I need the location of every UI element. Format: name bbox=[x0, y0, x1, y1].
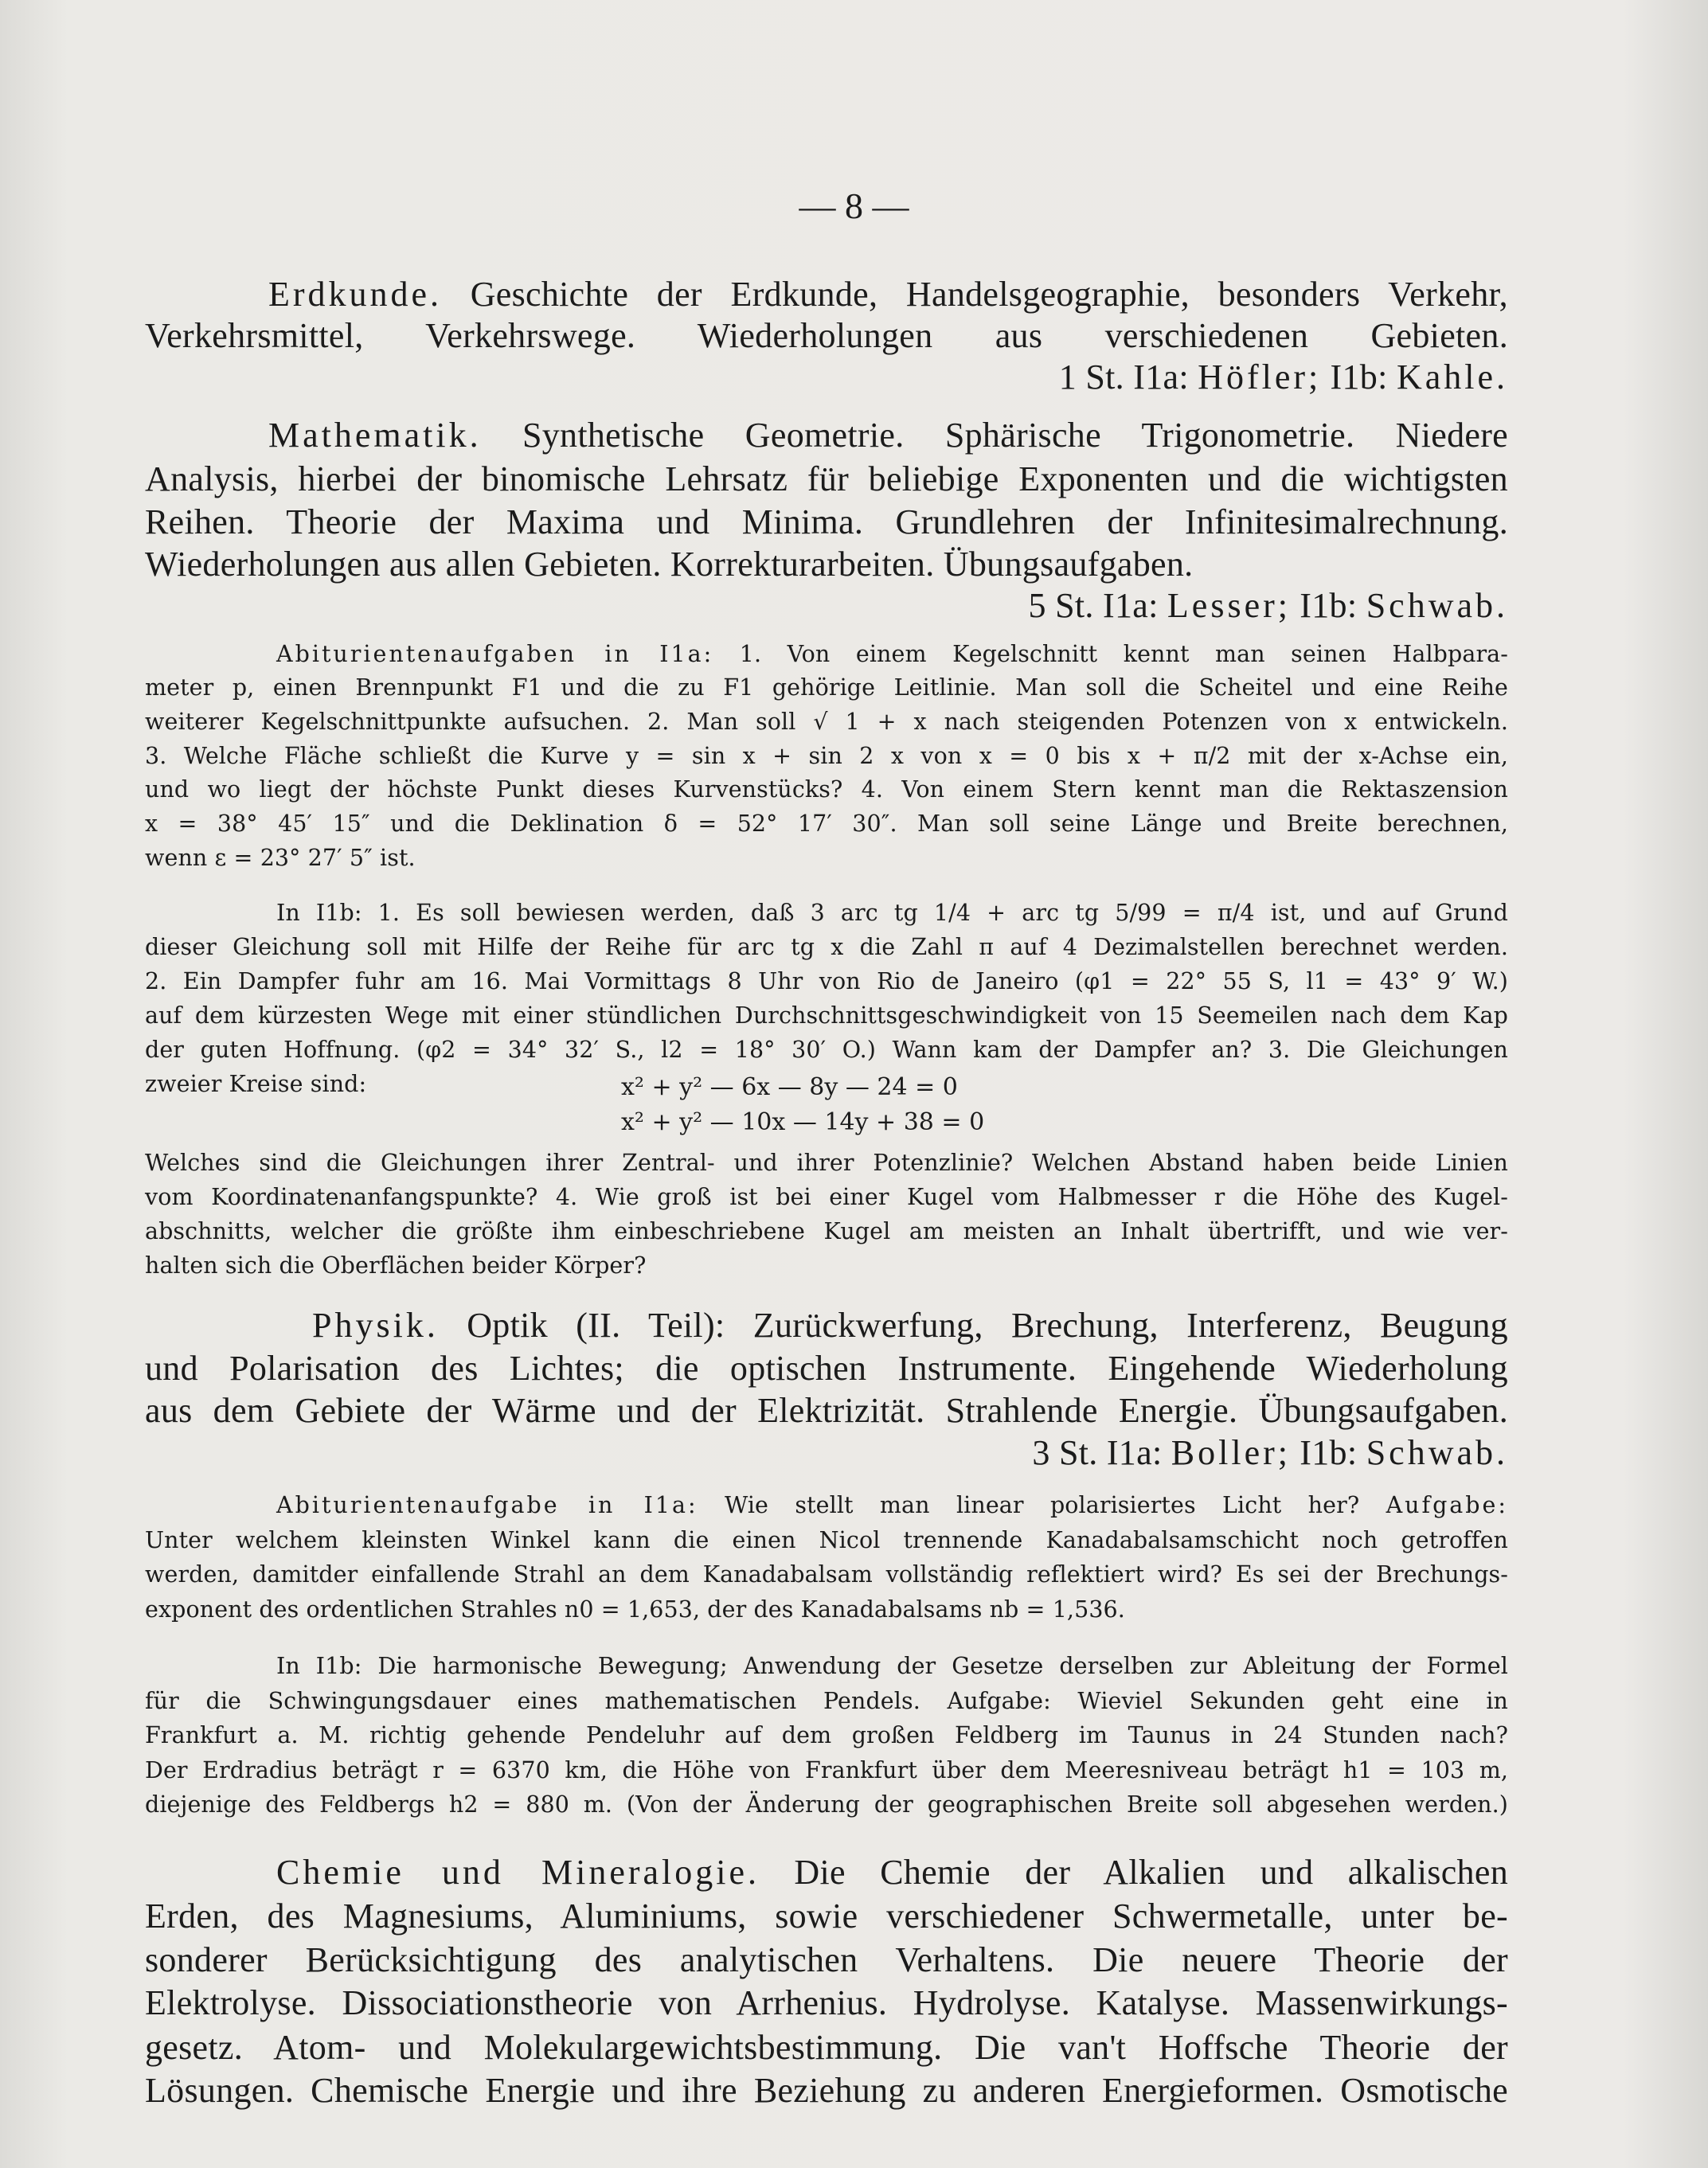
phys-abitur-a-heading: Abiturientenaufgabe in I1a: bbox=[276, 1492, 698, 1518]
math-abitur-b-line-5: der guten Hoffnung. (φ2 = 34° 32′ S., l2 = 18° 30′ O.) Wann kam der Dampfer an? 3. Die Gleichungen bbox=[145, 1037, 1508, 1063]
equation-circle-2: x² + y² — 10x — 14y + 38 = 0 bbox=[621, 1108, 985, 1136]
chemie-line-3: sonderer Berücksichtigung des analytischen Verhaltens. Die neuere Theorie der bbox=[145, 1940, 1508, 1979]
chemie-line-4: Elektrolyse. Dissociationstheorie von Arrhenius. Hydrolyse. Katalyse. Massenwirkungs- bbox=[145, 1983, 1508, 2022]
erdkunde-hours: 1 St. I1a: Höfler; I1b: Kahle. bbox=[1058, 357, 1508, 396]
math-abitur-a-line-5: und wo liegt der höchste Punkt dieses Kurvenstücks? 4. Von einem Stern kennt man die Rektaszension bbox=[145, 776, 1508, 803]
mathematik-line-4: Wiederholungen aus allen Gebieten. Korrekturarbeiten. Übungsaufgaben. bbox=[145, 545, 1194, 584]
mathematik-line-1: Mathematik. Synthetische Geometrie. Sphärische Trigonometrie. Niedere bbox=[268, 416, 1508, 455]
math-abitur-a-line-3: weiterer Kegelschnittpunkte aufsuchen. 2. Man soll √ 1 + x nach steigenden Potenzen von x entwickeln. bbox=[145, 709, 1508, 735]
chemie-line-5: gesetz. Atom- und Molekulargewichtsbestimmung. Die van't Hoffsche Theorie der bbox=[145, 2028, 1508, 2067]
math-abitur-b-line-10: halten sich die Oberflächen beider Körper? bbox=[145, 1252, 647, 1279]
mathematik-line-2: Analysis, hierbei der binomische Lehrsatz für beliebige Exponenten und die wichtigsten bbox=[145, 459, 1508, 498]
teacher-kahle: Kahle. bbox=[1396, 357, 1508, 396]
math-abitur-a-line-4: 3. Welche Fläche schließt die Kurve y = sin x + sin 2 x von x = 0 bis x + π/2 mit der x-Achse ein, bbox=[145, 743, 1508, 769]
mathematik-hours: 5 St. I1a: Lesser; I1b: Schwab. bbox=[1028, 586, 1508, 625]
physik-line-2: und Polarisation des Lichtes; die optischen Instrumente. Eingehende Wiederholung bbox=[145, 1349, 1508, 1388]
math-abitur-b-line-4: auf dem kürzesten Wege mit einer stündlichen Durchschnittsgeschwindigkeit von 15 Seemeilen nach dem Kap bbox=[145, 1002, 1508, 1029]
phys-abitur-b-line-5: diejenige des Feldbergs h2 = 880 m. (Von der Änderung der geographischen Breite soll abgesehen werden.) bbox=[145, 1791, 1508, 1818]
physik-line-3: aus dem Gebiete der Wärme und der Elektrizität. Strahlende Energie. Übungsaufgaben. bbox=[145, 1391, 1508, 1430]
phys-abitur-b-line-4: Der Erdradius beträgt r = 6370 km, die Höhe von Frankfurt über dem Meeresniveau beträgt h1 = 103 m, bbox=[145, 1757, 1508, 1783]
page-number: — 8 — bbox=[799, 186, 909, 226]
math-abitur-a-line-1: Abiturientenaufgaben in I1a: 1. Von einem Kegelschnitt kennt man seinen Halbpara- bbox=[276, 641, 1508, 667]
phys-abitur-a-line-3: werden, damitder einfallende Strahl an dem Kanadabalsam vollständig reflektiert wird? Es sei der Brechungs- bbox=[145, 1561, 1508, 1588]
chemie-line-6: Lösungen. Chemische Energie und ihre Beziehung zu anderen Energieformen. Osmotische bbox=[145, 2071, 1508, 2110]
math-abitur-b-line-3: 2. Ein Dampfer fuhr am 16. Mai Vormittags 8 Uhr von Rio de Janeiro (φ1 = 22° 55 S, l1 = 43° 9′ W.) bbox=[145, 968, 1508, 994]
math-abitur-b-line-8: vom Koordinatenanfangspunkte? 4. Wie groß ist bei einer Kugel vom Halbmesser r die Höhe des Kugel- bbox=[145, 1184, 1508, 1210]
math-abitur-b-line-1: In I1b: 1. Es soll bewiesen werden, daß 3 arc tg 1/4 + arc tg 5/99 = π/4 ist, und auf Grund bbox=[276, 900, 1508, 926]
phys-abitur-b-line-1: In I1b: Die harmonische Bewegung; Anwendung der Gesetze derselben zur Ableitung der Formel bbox=[276, 1653, 1508, 1679]
math-abitur-a-line-2: meter p, einen Brennpunkt F1 und die zu F1 gehörige Leitlinie. Man soll die Scheitel und eine Reihe bbox=[145, 674, 1508, 701]
math-abitur-a-line-6: x = 38° 45′ 15″ und die Deklination δ = 52° 17′ 30″. Man soll seine Länge und Breite berechnen, bbox=[145, 811, 1508, 837]
phys-abitur-b-line-2: für die Schwingungsdauer eines mathematischen Pendels. Aufgabe: Wieviel Sekunden geht eine in bbox=[145, 1688, 1508, 1714]
math-abitur-a-line-7: wenn ε = 23° 27′ 5″ ist. bbox=[145, 845, 416, 871]
mathematik-line-3: Reihen. Theorie der Maxima und Minima. Grundlehren der Infinitesimalrechnung. bbox=[145, 502, 1508, 541]
phys-abitur-a-line-4: exponent des ordentlichen Strahles n0 = 1,653, der des Kanadabalsams nb = 1,536. bbox=[145, 1596, 1125, 1623]
equation-circle-1: x² + y² — 6x — 8y — 24 = 0 bbox=[621, 1073, 958, 1101]
math-abitur-b-line-9: abschnitts, welcher die größte ihm einbeschriebene Kugel am meisten an Inhalt übertrifft, und wie ver- bbox=[145, 1218, 1508, 1244]
teacher-hoefler: Höfler; bbox=[1198, 357, 1322, 396]
physik-line-1: Physik. Optik (II. Teil): Zurückwerfung, Brechung, Interferenz, Beugung bbox=[312, 1306, 1508, 1345]
teacher-lesser: Lesser; bbox=[1167, 586, 1291, 625]
erdkunde-line-1 bbox=[145, 277, 1508, 312]
math-abitur-a-heading: Abiturientenaufgaben in I1a: bbox=[276, 641, 714, 667]
teacher-boller: Boller; bbox=[1171, 1433, 1291, 1472]
phys-abitur-b-line-3: Frankfurt a. M. richtig gehende Pendeluhr auf dem großen Feldberg im Taunus in 24 Stunden nach? bbox=[145, 1722, 1508, 1748]
math-abitur-b-line-2: dieser Gleichung soll mit Hilfe der Reihe für arc tg x die Zahl π auf 4 Dezimalstellen berechnet werden. bbox=[145, 934, 1508, 960]
physik-title: Physik. bbox=[312, 1306, 439, 1345]
teacher-schwab-physik: Schwab. bbox=[1366, 1433, 1508, 1472]
chemie-line-2: Erden, des Magnesiums, Aluminiums, sowie verschiedener Schwermetalle, unter be- bbox=[145, 1897, 1508, 1936]
math-abitur-b-line-7: Welches sind die Gleichungen ihrer Zentral- und ihrer Potenzlinie? Welchen Abstand haben beide Linien bbox=[145, 1150, 1508, 1176]
erdkunde-title: Erdkunde. bbox=[268, 275, 443, 314]
erdkunde-text-1: Geschichte der Erdkunde, Handelsgeographie, besonders Verkehr, bbox=[470, 275, 1508, 314]
chemie-line-1: Chemie und Mineralogie. Die Chemie der Alkalien und alkalischen bbox=[276, 1853, 1508, 1892]
physik-hours: 3 St. I1a: Boller; I1b: Schwab. bbox=[1032, 1433, 1508, 1472]
math-abitur-b-line-6: zweier Kreise sind: bbox=[145, 1071, 367, 1097]
teacher-schwab: Schwab. bbox=[1366, 586, 1508, 625]
chemie-title: Chemie und Mineralogie. bbox=[276, 1853, 760, 1892]
phys-abitur-a-line-2: Unter welchem kleinsten Winkel kann die einen Nicol trennende Kanadabalsamschicht noch getroffen bbox=[145, 1527, 1508, 1553]
erdkunde-line-2: Verkehrsmittel, Verkehrswege. Wiederholungen aus verschiedenen Gebieten. bbox=[145, 316, 1508, 355]
mathematik-title: Mathematik. bbox=[268, 416, 482, 455]
phys-abitur-a-line-1: Abiturientenaufgabe in I1a: Wie stellt man linear polarisiertes Licht her? Aufgabe: bbox=[276, 1492, 1509, 1518]
